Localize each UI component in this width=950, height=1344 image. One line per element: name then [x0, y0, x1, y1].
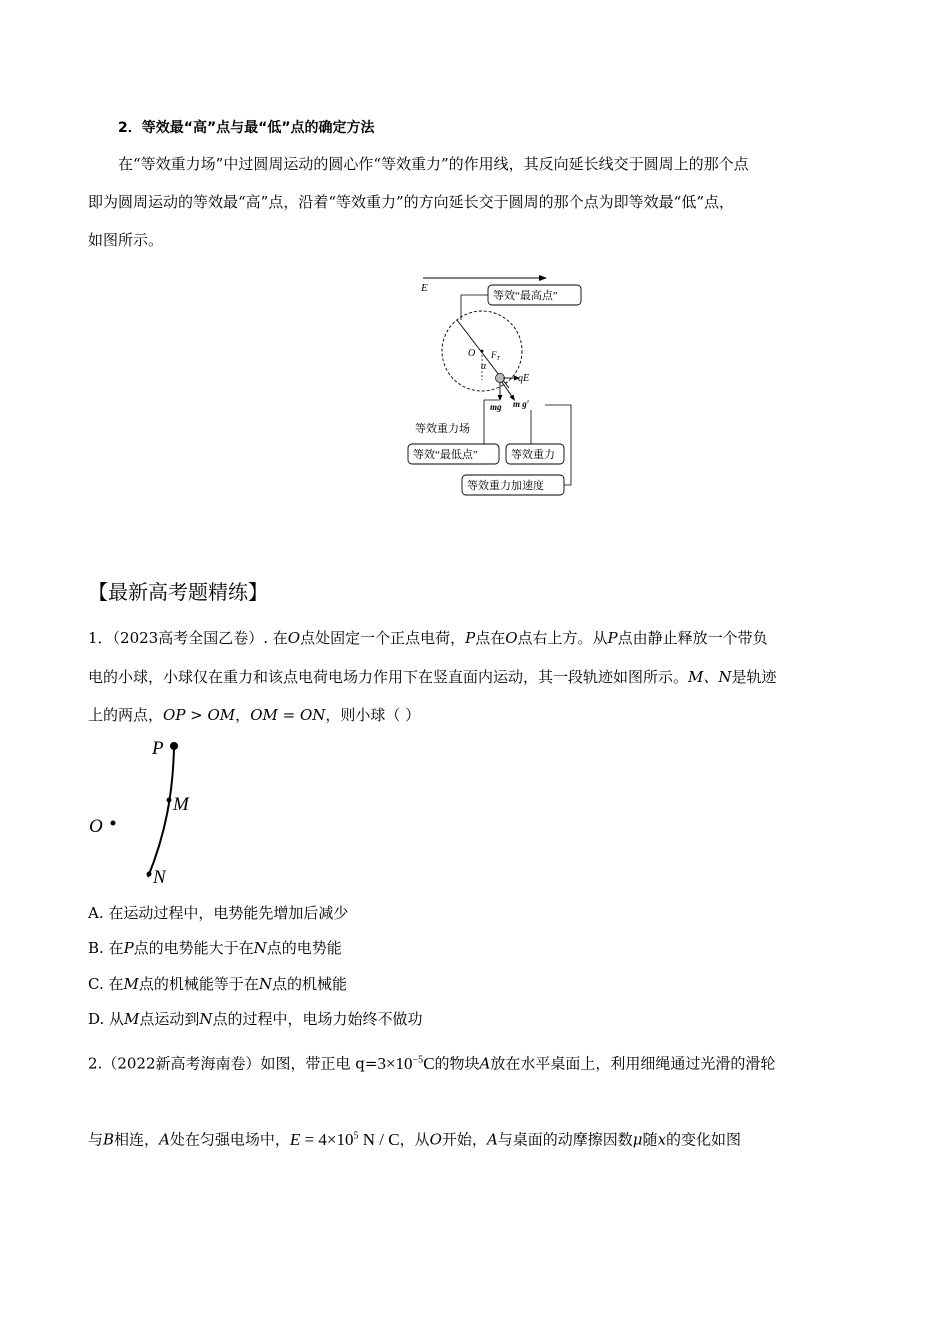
q1-relation-2: OM = ON — [250, 706, 326, 724]
q2-source: （2022新高考海南卷） — [102, 1054, 261, 1073]
section-heading: 2．等效最“高”点与最“低”点的确定方法 — [118, 120, 375, 136]
paragraph-line-3: 如图所示。 — [88, 231, 164, 249]
leader-highest — [461, 295, 488, 320]
q2-mu-symbol: μ — [632, 1130, 643, 1149]
practice-section-title: 【最新高考题精练】 — [88, 580, 268, 604]
field-E-label: E — [421, 282, 428, 294]
field-E-arrowhead — [539, 275, 547, 281]
box-equivalent-acceleration-label: 等效重力加速度 — [467, 480, 544, 492]
point-M — [167, 798, 172, 803]
q1-source: （2023高考全国乙卷） — [112, 629, 264, 647]
center-point — [481, 350, 484, 353]
q1-option-D: D. 从M点运动到N点的过程中，电场力始终不做功 — [88, 1010, 423, 1028]
paragraph-line-2: 即为圆周运动的等效最“高”点，沿着“等效重力”的方向延长交于圆周的那个点为即等效最“低”点， — [88, 193, 735, 211]
equivalent-gravity-diagram — [395, 268, 595, 500]
trajectory-curve — [148, 747, 174, 877]
q1-number: 1． — [88, 629, 113, 647]
point-P-label: P — [152, 738, 164, 759]
point-P — [170, 742, 178, 750]
box-highest-point-label: 等效“最高点” — [493, 290, 558, 302]
point-O-label: O — [89, 816, 103, 837]
point-N — [147, 872, 152, 877]
q1-option-B: B. 在P点的电势能大于在N点的电势能 — [88, 939, 342, 957]
box-lowest-point-label: 等效“最低点” — [413, 449, 478, 461]
center-O-label: O — [468, 348, 476, 359]
q1-option-C: C. 在M点的机械能等于在N点的机械能 — [88, 975, 347, 993]
q1-trajectory-figure — [85, 735, 205, 890]
qE-label: qE — [518, 373, 530, 384]
mg-prime-arrow — [502, 382, 513, 398]
q2-line-2: 与B相连，A处在匀强电场中，$E = 4\times 10^5$ N / C，从O开始，A与桌面的动摩擦因数μ随x的变化如图 — [88, 1129, 742, 1149]
mg-label: mg — [490, 402, 502, 412]
q1-line-3: 上的两点，OP > OM，OM = ON，则小球（ ） — [88, 706, 421, 724]
q2-number: 2. — [88, 1054, 103, 1073]
q2-line-1: 2.（2022新高考海南卷）如图，带正电 $q=3\times 10^{-5}C$的物块A放在水平桌面上，利用细绳通过光滑的滑轮 — [88, 1053, 776, 1073]
q1-option-A: A. 在运动过程中，电势能先增加后减少 — [88, 904, 349, 922]
paragraph-line-1: 在“等效重力场”中过圆周运动的圆心作“等效重力”的作用线，其反向延长线交于圆周上的那个点 — [118, 155, 749, 173]
angle-alpha-label: α — [481, 361, 487, 372]
point-N-label: N — [153, 867, 166, 888]
q1-line-1: 1．（2023高考全国乙卷）. 在O点处固定一个正点电荷，P点在O点右上方。从P点由静止释放一个带负 — [88, 629, 768, 647]
q2-field-strength: $E = 4\times 10^5$ N / C — [289, 1129, 400, 1149]
q1-relation-1: OP > OM — [163, 706, 236, 724]
q1-line-2: 电的小球，小球仅在重力和该点电荷电场力作用下在竖直面内运动，其一段轨迹如图所示。M、N是轨迹 — [88, 668, 777, 686]
mg-prime-label: m g′ — [513, 399, 530, 409]
q2-charge: $3\times 10^{-5}C$ — [377, 1053, 435, 1073]
tension-FT-label: $F_T$ — [491, 350, 500, 362]
point-O — [111, 821, 116, 826]
point-M-label: M — [173, 794, 189, 815]
field-name-label: 等效重力场 — [415, 423, 470, 435]
box-equivalent-gravity-label: 等效重力 — [511, 449, 555, 461]
